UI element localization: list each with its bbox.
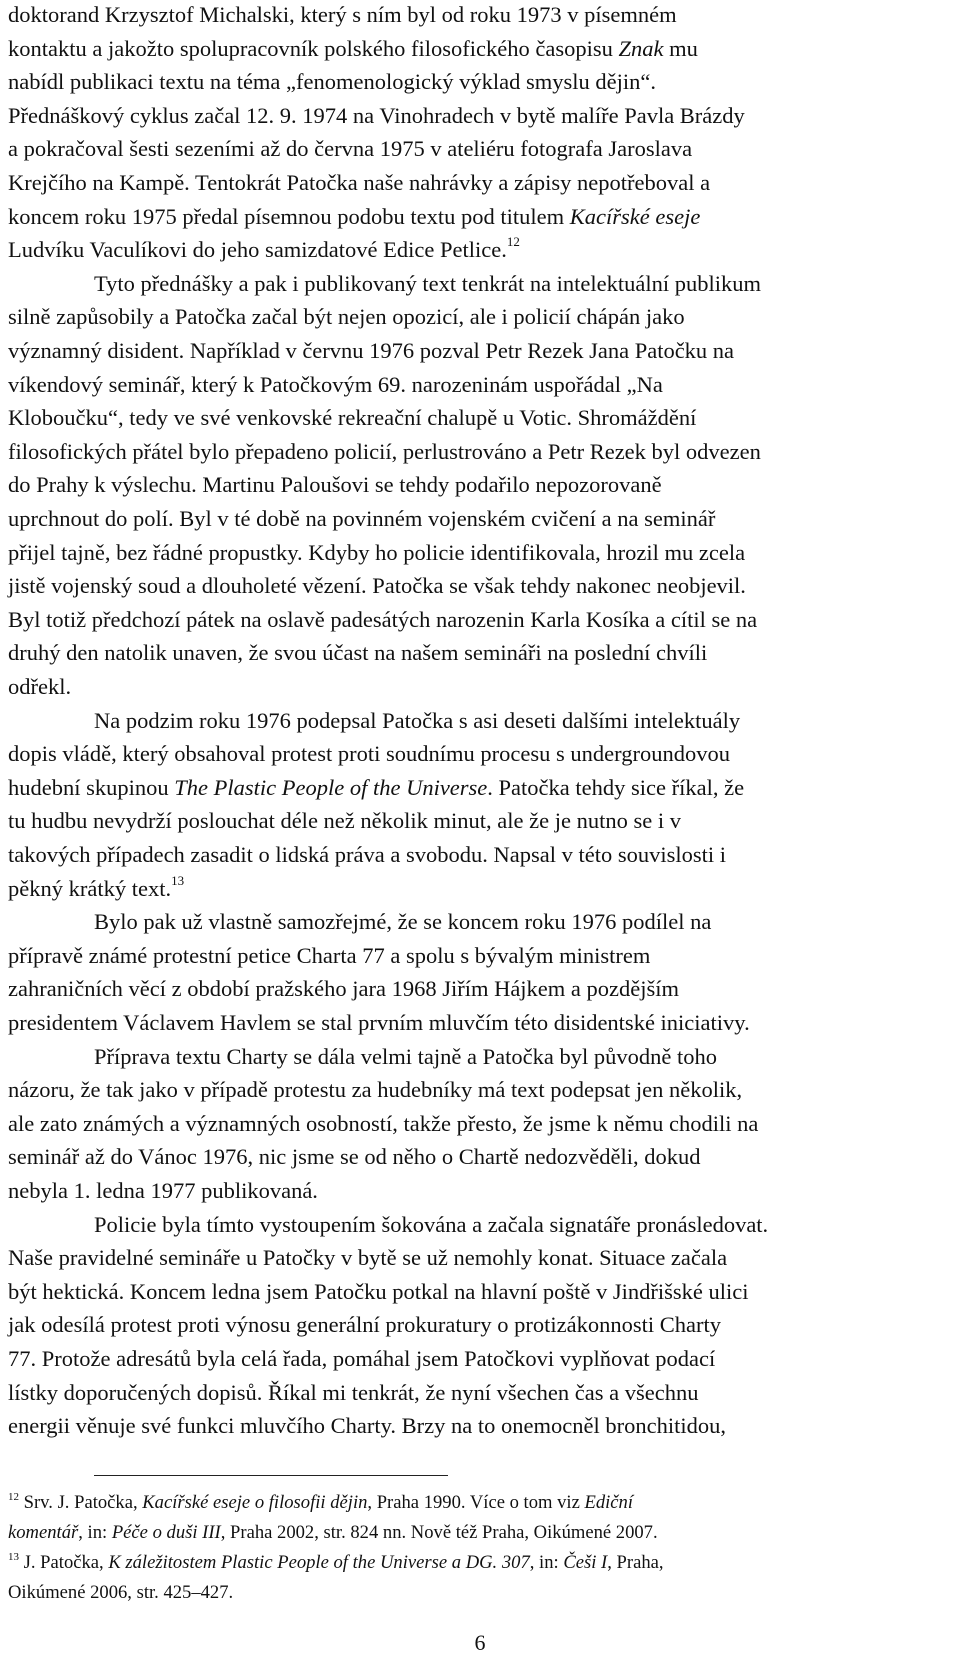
text-run: takových případech zasadit o lidská práva a svobodu. Napsal v této souvislosti i (8, 842, 726, 867)
text-run: Srv. J. Patočka, (19, 1492, 143, 1513)
text-run: jistě vojenský soud a dlouholeté vězení. Patočka se však tehdy nakonec neobjevil. (8, 573, 746, 599)
text-run: víkendový seminář, který k Patočkovým 69. narozeninám uspořádal „Na (8, 371, 663, 397)
text-run: nebyla 1. ledna 1977 publikovaná. (8, 1178, 318, 1203)
text-line (8, 538, 745, 568)
text-line (8, 941, 650, 971)
text-run: . Patočka tehdy sice říkal, že (487, 774, 745, 800)
text-line (8, 302, 685, 332)
text-line (8, 1310, 721, 1340)
footnote-line (8, 1521, 658, 1545)
text-run: seminář až do Vánoc 1976, nic jsme se od něho o Chartě nedozvěděli, dokud (8, 1144, 701, 1170)
footnote-reference: 13 (8, 1551, 19, 1563)
text-run: jak odesílá protest proti výnosu generální prokuratury o protizákonnosti Charty (8, 1312, 721, 1338)
text-line (8, 504, 715, 534)
text-run: názoru, že tak jako v případě protestu za hudebníky má text podepsat jen několik, (8, 1077, 743, 1103)
text-run: Tyto přednášky a pak i publikovaný text tenkrát na intelektuální publikum (94, 270, 762, 296)
text-line (8, 403, 696, 433)
text-run: Ludvíku Vaculíkovi do jeho samizdatové Edice Petlice. (8, 237, 507, 263)
text-line (8, 67, 656, 97)
text-line (8, 806, 681, 836)
text-run: nabídl publikaci textu na téma „fenomenologický výklad smyslu dějin“. (8, 69, 656, 95)
text-line (8, 101, 745, 131)
text-run: Krejčího na Kampě. Tentokrát Patočka naše nahrávky a zápisy nepotřeboval a (8, 170, 711, 195)
text-run: přípravě známé protestní petice Charta 77 a spolu s bývalým ministrem (8, 942, 651, 968)
text-run: pěkný krátký text. (8, 875, 172, 901)
text-run: přijel tajně, bez řádné propustky. Kdyby ho policie identifikovala, hrozil mu zcela (8, 539, 746, 565)
italic-text: Češi I (563, 1552, 608, 1573)
text-line (8, 739, 730, 769)
text-run: , Praha, (607, 1552, 664, 1573)
text-run: , in: (529, 1552, 564, 1573)
text-run: 77. Protože adresátů byla celá řada, pomáhal jsem Patočkovi vyplňovat podací (8, 1346, 716, 1371)
text-line (8, 1277, 748, 1307)
text-line (8, 34, 698, 64)
text-run: významný disident. Například v červnu 1976 pozval Petr Rezek Jana Patočku na (8, 338, 735, 363)
text-line (94, 269, 761, 299)
text-run: Byl totiž předchozí pátek na oslavě padesátých narozenin Karla Kosíka a cítil se na (8, 606, 758, 632)
footnote-reference: 12 (8, 1491, 19, 1503)
text-run: koncem roku 1975 předal písemnou podobu textu pod titulem (8, 203, 570, 229)
italic-text: Péče o duši III (111, 1522, 221, 1543)
text-line (8, 0, 677, 30)
italic-text: komentář (8, 1522, 79, 1543)
text-line (8, 470, 662, 500)
text-run: tu hudbu nevydrží poslouchat déle než několik minut, ale že je nutno se i v (8, 808, 681, 834)
text-run: být hektická. Koncem ledna jsem Patočku potkal na hlavní poště v Jindřišské ulici (8, 1278, 749, 1304)
text-line (8, 773, 744, 803)
text-run: Naše pravidelné semináře u Patočky v bytě se už nemohly konat. Situace začala (8, 1245, 728, 1271)
footnote-reference: 13 (171, 872, 185, 888)
text-run: lístky doporučených dopisů. Říkal mi tenkrát, že nyní všechen čas a všechnu (8, 1379, 699, 1405)
text-run: a pokračoval šesti sezeními až do června 1975 v ateliéru fotografa Jaroslava (8, 136, 693, 162)
text-run: presidentem Václavem Havlem se stal prvním mluvčím této disidentské iniciativy. (8, 1010, 750, 1035)
text-run: Na podzim roku 1976 podepsal Patočka s asi deseti dalšími intelektuály (94, 707, 741, 733)
text-line (8, 1075, 742, 1105)
text-line (8, 571, 746, 601)
text-line (8, 370, 663, 400)
text-run: Policie byla tímto vystoupením šokována a začala signatáře pronásledovat. (94, 1211, 769, 1237)
text-line (8, 974, 679, 1004)
text-line (8, 168, 710, 198)
text-run: energii věnuje své funkci mluvčího Charty. Brzy na to onemocněl bronchitidou, (8, 1413, 726, 1439)
text-run: silně zapůsobily a Patočka začal být nejen opozicí, ale i policií chápán jako (8, 304, 685, 330)
text-line (8, 134, 692, 164)
text-line (94, 1042, 717, 1072)
italic-text: K záležitostem Plastic People of the Universe a DG. 307 (108, 1552, 530, 1573)
text-line (8, 605, 757, 635)
text-line (8, 336, 734, 366)
text-run: dopis vládě, který obsahoval protest proti soudnímu procesu s undergroundovou (8, 741, 730, 767)
text-run: doktorand Krzysztof Michalski, který s ním byl od roku 1973 v písemném (8, 2, 677, 27)
footnote-reference: 12 (506, 234, 520, 250)
text-run: zahraničních věcí z období pražského jara 1968 Jiřím Hájkem a pozdějším (8, 976, 680, 1002)
text-line (8, 1378, 698, 1408)
text-run: J. Patočka, (19, 1552, 109, 1573)
text-line (8, 1008, 750, 1038)
text-line (8, 638, 707, 668)
footnote-line (8, 1581, 233, 1605)
page-number: 6 (474, 1630, 486, 1655)
text-run: hudební skupinou (8, 774, 175, 800)
text-line (8, 1142, 701, 1172)
text-line (94, 1210, 768, 1240)
text-run: Přednáškový cyklus začal 12. 9. 1974 na Vinohradech v bytě malíře Pavla Brázdy (8, 102, 745, 128)
italic-text: Znak (618, 35, 664, 61)
text-line (8, 874, 184, 904)
text-run: druhý den natolik unaven, že svou účast na našem semináři na poslední chvíli (8, 640, 708, 666)
text-run: Oikúmené 2006, str. 425–427. (8, 1582, 234, 1603)
text-run: ale zato známých a významných osobností, takže přesto, že jsme k němu chodili na (8, 1110, 759, 1136)
text-line (8, 1411, 726, 1441)
footnote-line (8, 1491, 633, 1515)
text-run: kontaktu a jakožto spolupracovník polského filosofického časopisu (8, 35, 619, 61)
text-run: filosofických přátel bylo přepadeno policií, perlustrováno a Petr Rezek byl odvezen (8, 438, 761, 464)
text-run: uprchnout do polí. Byl v té době na povinném vojenském cvičení a na seminář (8, 506, 716, 531)
italic-text: Ediční (584, 1492, 634, 1513)
text-line (94, 907, 711, 937)
text-line (8, 840, 726, 870)
text-run: , Praha 1990. Více o tom viz (367, 1492, 585, 1513)
text-line (8, 202, 700, 232)
text-line (8, 1344, 715, 1374)
text-line (8, 437, 761, 467)
text-line (94, 706, 740, 736)
text-run: Kloboučku“, tedy ve své venkovské rekreační chalupě u Votic. Shromáždění (8, 405, 697, 431)
text-line (8, 1176, 318, 1206)
text-run: , in: (78, 1522, 112, 1543)
text-run: Bylo pak už vlastně samozřejmé, že se koncem roku 1976 podílel na (94, 909, 712, 935)
italic-text: The Plastic People of the Universe (174, 774, 488, 800)
text-line (8, 235, 520, 265)
italic-text: Kacířské eseje (569, 203, 701, 229)
text-line (8, 1109, 758, 1139)
text-run: mu (663, 35, 698, 61)
footnote-line (8, 1551, 664, 1575)
text-run: , Praha 2002, str. 824 nn. Nově též Praha, Oikúmené 2007. (220, 1522, 658, 1543)
text-line (8, 672, 71, 702)
italic-text: Kacířské eseje o filosofii dějin (142, 1492, 368, 1513)
text-line (8, 1243, 727, 1273)
text-run: do Prahy k výslechu. Martinu Paloušovi se tehdy podařilo nepozorovaně (8, 472, 662, 498)
footnote-separator (94, 1475, 448, 1476)
text-run: Příprava textu Charty se dála velmi tajně a Patočka byl původně toho (94, 1043, 717, 1069)
text-run: odřekl. (8, 674, 72, 699)
